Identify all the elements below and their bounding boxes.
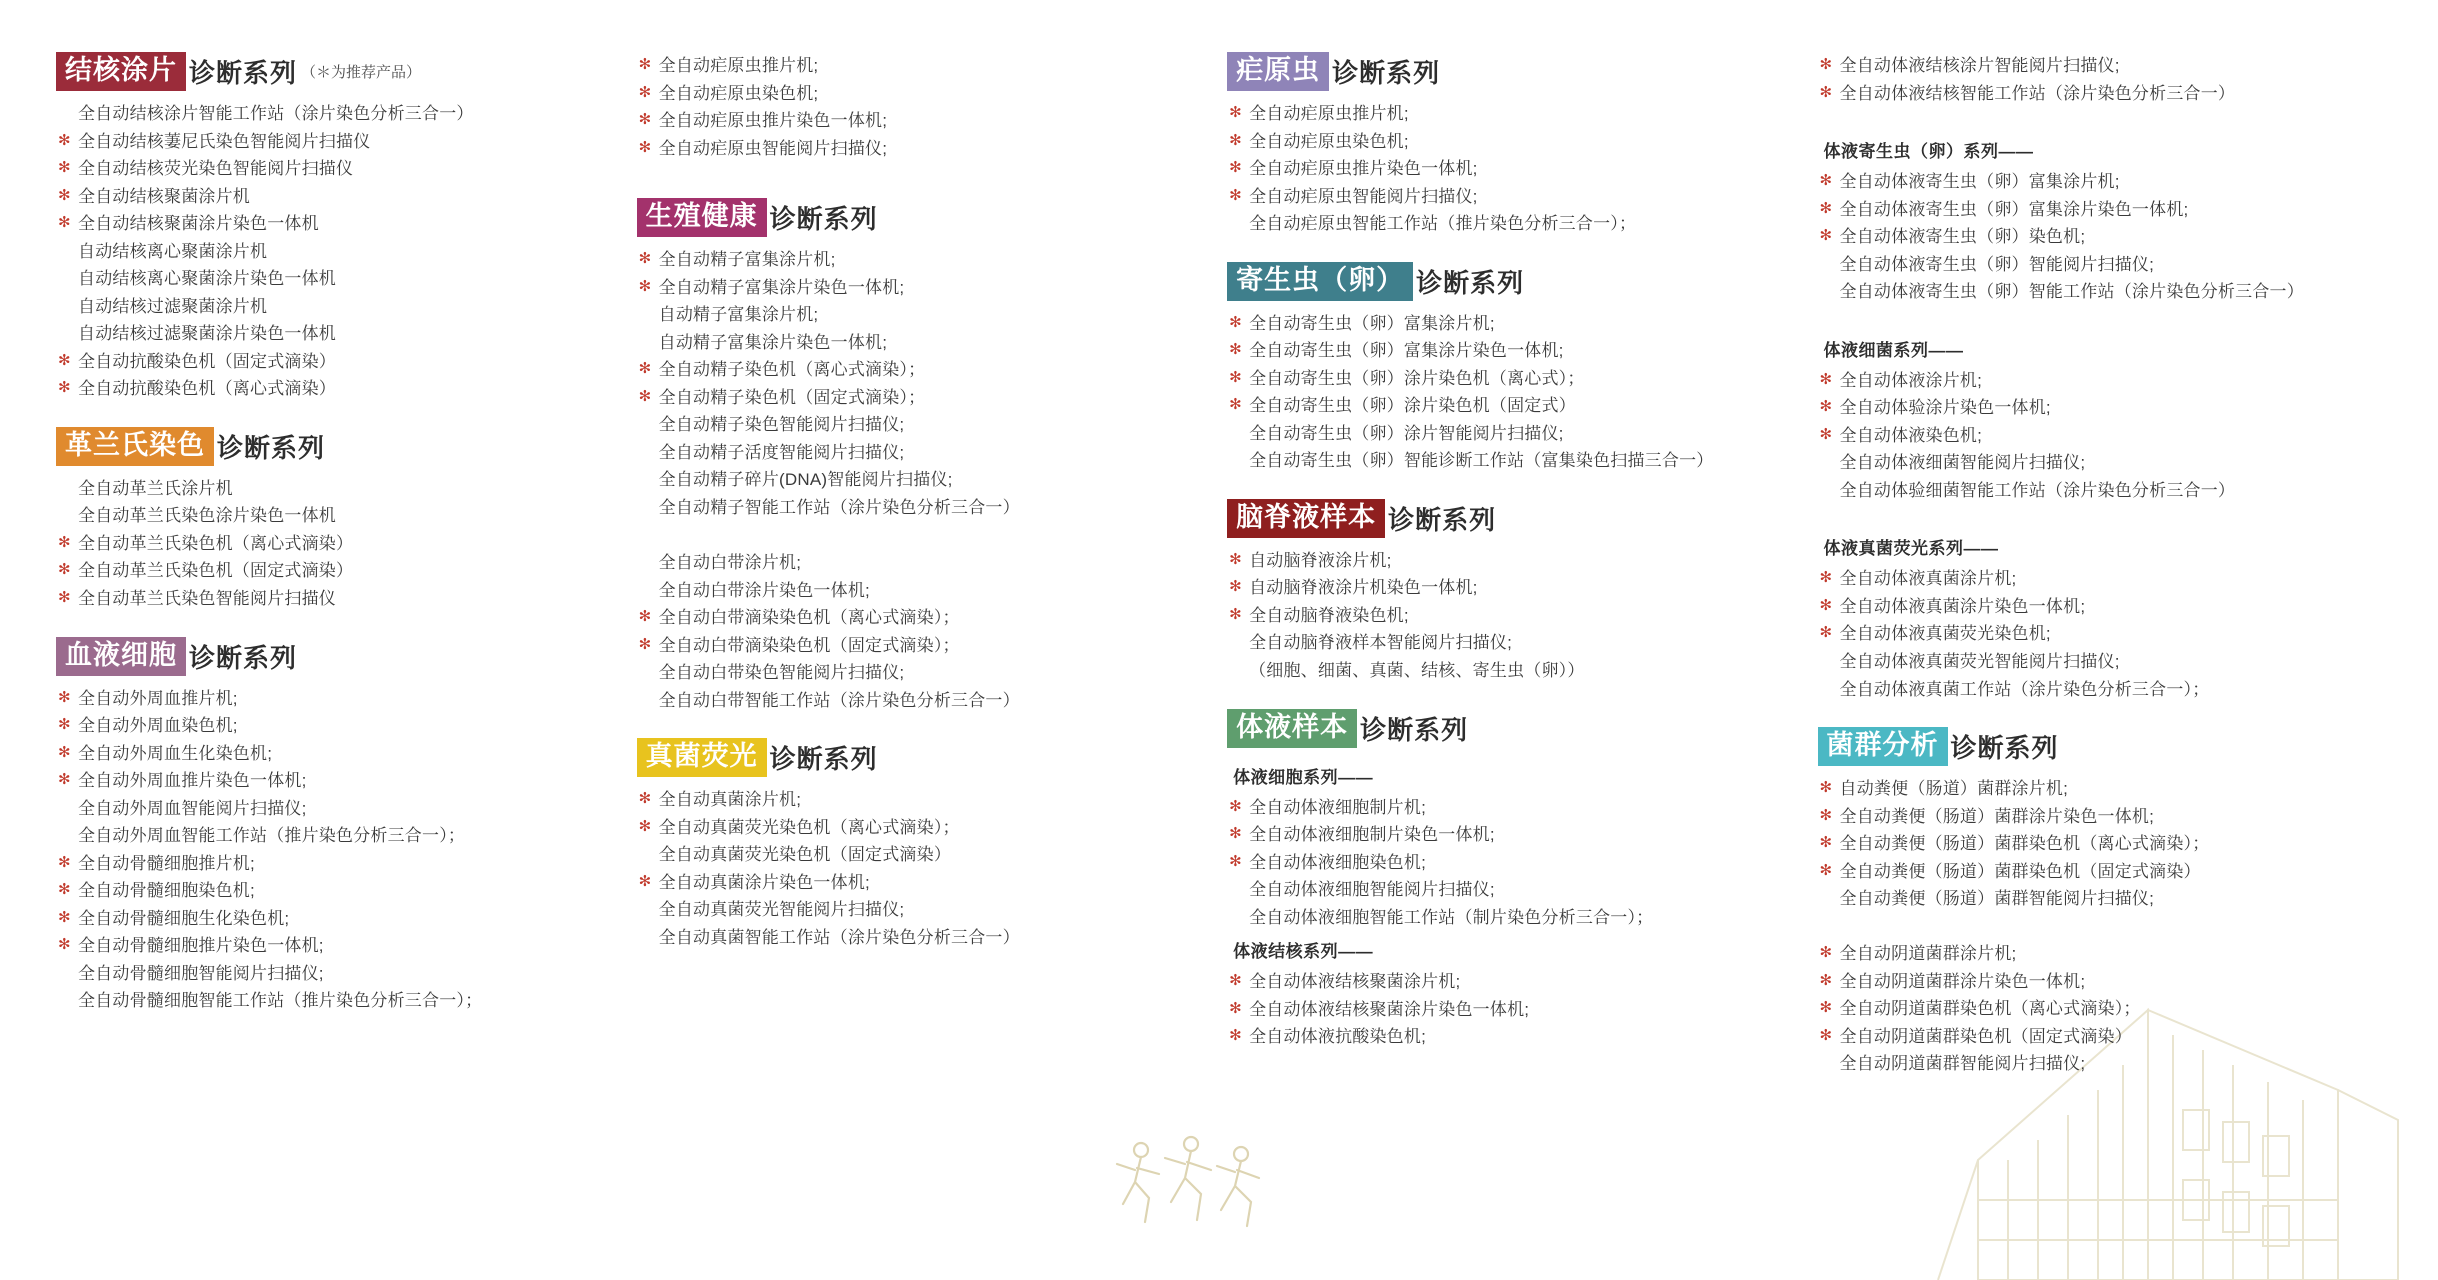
list-item: ✻ 全自动脑脊液染色机; [1227,602,1817,630]
column-4 [1818,52,2408,1280]
product-list [1227,794,1817,932]
group-tag: 结核涂片 [56,52,186,91]
group-note: （＊为推荐产品） [301,64,422,81]
list-item: 全自动体液细菌智能阅片扫描仪; [1839,453,2086,473]
group-bf-fungal [1818,534,2408,703]
list-item: ✻ 全自动体液寄生虫（卵）富集涂片机; [1818,168,2408,196]
group-tag: 真菌荧光 [637,738,767,777]
group-suffix: 诊断系列 [189,58,298,88]
group-suffix: 诊断系列 [769,204,878,235]
list-item: 全自动外周血智能阅片扫描仪; [78,798,307,818]
group-tag: 体液样本 [1227,709,1357,748]
group-heading [1227,499,1496,538]
list-item: ✻ 全自动真菌荧光染色机（离心式滴染）； [637,814,1227,842]
group-suffix: 诊断系列 [217,432,326,463]
group-flora-analysis [1818,727,2408,1078]
product-list [1818,775,2408,1078]
spacer [1227,248,1817,262]
list-item: ✻ 全自动骨髓细胞推片染色一体机; [56,932,637,960]
list-item: 全自动粪便（肠道）菌群智能阅片扫描仪; [1839,889,2155,909]
list-item: 全自动体液细胞智能工作站（制片染色分析三合一）； [1249,907,1654,927]
subgroup-title: 体液细胞系列—— [1233,767,1374,787]
column-2 [637,52,1227,1280]
group-heading [1818,727,2059,766]
list-item: ✻ 全自动寄生虫（卵）富集涂片染色一体机; [1227,337,1817,365]
list-item: 全自动精子碎片(DNA)智能阅片扫描仪; [658,470,953,490]
group-heading [56,52,421,91]
list-item: ✻ 全自动疟原虫推片机; [1227,100,1817,128]
list-item: 全自动精子活度智能阅片扫描仪; [658,442,905,462]
product-list [56,475,637,613]
group-tag: 革兰氏染色 [56,427,214,466]
subgroup-title: 体液结核系列—— [1233,942,1374,962]
list-item: 自动精子富集涂片机; [658,305,819,325]
group-suffix: 诊断系列 [769,744,878,775]
list-item: 全自动白带智能工作站（涂片染色分析三合一） [658,690,1020,710]
list-item: 全自动阴道菌群智能阅片扫描仪; [1839,1054,2086,1074]
spacer [1227,485,1817,499]
list-item: ✻ 全自动真菌涂片染色一体机; [637,869,1227,897]
list-item: ✻ 全自动体液真菌涂片染色一体机; [1818,593,2408,621]
product-list [1227,968,1817,1051]
list-item: ✻ 全自动体液细胞制片机; [1227,794,1817,822]
list-item: ✻ 全自动寄生虫（卵）富集涂片机; [1227,310,1817,338]
list-item: 全自动结核涂片智能工作站（涂片染色分析三合一） [78,104,474,123]
list-item: ✻ 全自动革兰氏染色机（固定式滴染） [56,557,637,585]
list-item: （细胞、细菌、真菌、结核、寄生虫（卵）） [1249,660,1585,680]
list-item: ✻ 自动脑脊液涂片机染色一体机; [1227,574,1817,602]
list-item: ✻ 全自动粪便（肠道）菌群染色机（离心式滴染）； [1818,830,2408,858]
list-item: ✻ 全自动白带滴染染色机（离心式滴染）； [637,604,1227,632]
group-tb-smear [56,52,637,403]
list-item: 全自动体液细胞智能阅片扫描仪; [1249,880,1495,900]
list-item: 全自动真菌荧光染色机（固定式滴染） [658,845,952,865]
list-item: 全自动白带染色智能阅片扫描仪; [658,663,905,683]
product-list [637,246,1227,714]
group-malaria-continued [637,52,1227,162]
list-item: 自动结核过滤聚菌涂片染色一体机 [78,324,336,344]
list-item: ✻ 全自动体液结核聚菌涂片机; [1227,968,1817,996]
group-heading [637,738,878,777]
list-item: ✻ 全自动精子富集涂片机; [637,246,1227,274]
list-item: ✻ 全自动体验涂片染色一体机; [1818,394,2408,422]
list-item: 全自动精子智能工作站（涂片染色分析三合一） [658,497,1020,517]
list-item: 全自动骨髓细胞智能阅片扫描仪; [78,963,324,983]
list-item: ✻ 全自动疟原虫推片染色一体机; [637,107,1227,135]
group-parasite-egg [1227,262,1817,475]
product-list [1818,565,2408,703]
group-heading [1227,709,1468,748]
list-item: 全自动白带涂片机; [658,552,802,572]
list-item: 全自动真菌智能工作站（涂片染色分析三合一） [658,927,1020,947]
list-item: ✻ 全自动革兰氏染色智能阅片扫描仪 [56,585,637,613]
group-suffix: 诊断系列 [1332,58,1441,88]
group-tag: 脑脊液样本 [1227,499,1385,538]
group-heading [56,427,325,466]
group-tag: 疟原虫 [1227,52,1329,91]
list-item: ✻ 全自动阴道菌群染色机（固定式滴染） [1818,1023,2408,1051]
group-tag: 菌群分析 [1818,727,1948,766]
group-suffix: 诊断系列 [1416,267,1525,298]
list-item: 全自动脑脊液样本智能阅片扫描仪; [1249,633,1513,653]
list-item: ✻ 全自动白带滴染染色机（固定式滴染）； [637,632,1227,660]
spacer [56,623,637,637]
list-item: ✻ 全自动阴道菌群涂片机; [1818,940,2408,968]
spacer [1818,713,2408,727]
list-item: ✻ 全自动体液真菌荧光染色机; [1818,620,2408,648]
group-body-fluid [1227,709,1817,1051]
list-item-blank [1818,913,2408,941]
list-item: ✻ 全自动体液寄生虫（卵）富集涂片染色一体机; [1818,196,2408,224]
list-item: 全自动外周血智能工作站（推片染色分析三合一）； [78,826,466,846]
list-item: ✻ 全自动体液细胞染色机; [1227,849,1817,877]
list-item: 全自动寄生虫（卵）智能诊断工作站（富集染色扫描三合一） [1249,451,1714,471]
product-list [1818,367,2408,505]
list-item: 全自动寄生虫（卵）涂片智能阅片扫描仪; [1249,423,1564,443]
product-list [56,100,637,403]
spacer [1818,316,2408,330]
list-item: ✻ 全自动粪便（肠道）菌群染色机（固定式滴染） [1818,858,2408,886]
list-item: ✻ 全自动精子染色机（固定式滴染）； [637,384,1227,412]
product-list [1818,168,2408,306]
subgroup-title: 体液寄生虫（卵）系列—— [1823,142,2034,162]
list-item: ✻ 全自动外周血推片染色一体机; [56,767,637,795]
subgroup-title: 体液细菌系列—— [1823,340,1964,360]
group-csf-sample [1227,499,1817,685]
group-heading [1227,52,1440,91]
list-item: ✻ 全自动抗酸染色机（固定式滴染） [56,348,637,376]
group-blood-cell [56,637,637,1015]
group-tag: 寄生虫（卵） [1227,262,1413,301]
list-item: ✻ 全自动抗酸染色机（离心式滴染） [56,375,637,403]
list-item: ✻ 全自动体液染色机; [1818,422,2408,450]
list-item: ✻ 全自动结核萋尼氏染色智能阅片扫描仪 [56,128,637,156]
list-item: 全自动白带涂片染色一体机; [658,580,870,600]
group-suffix: 诊断系列 [1360,714,1469,745]
list-item: ✻ 全自动精子染色机（离心式滴染）； [637,356,1227,384]
spacer [637,172,1227,198]
list-item: ✻ 全自动体液真菌涂片机; [1818,565,2408,593]
list-item: ✻ 全自动外周血推片机; [56,685,637,713]
list-item: ✻ 全自动体液结核涂片智能阅片扫描仪; [1818,52,2408,80]
spacer [1818,117,2408,131]
list-item: 全自动革兰氏染色涂片染色一体机 [78,506,336,526]
list-item: ✻ 全自动疟原虫推片机; [637,52,1227,80]
list-item: 全自动体验细菌智能工作站（涂片染色分析三合一） [1839,480,2236,500]
spacer [56,413,637,427]
list-item: ✻ 全自动体液涂片机; [1818,367,2408,395]
list-item: 全自动体液寄生虫（卵）智能工作站（涂片染色分析三合一） [1839,282,2304,302]
list-item: ✻ 自动脑脊液涂片机; [1227,547,1817,575]
list-item: ✻ 自动粪便（肠道）菌群涂片机; [1818,775,2408,803]
list-item: 自动结核离心聚菌涂片机 [78,241,268,261]
list-item: ✻ 全自动阴道菌群染色机（离心式滴染）； [1818,995,2408,1023]
product-list [1227,100,1817,238]
list-item: ✻ 全自动疟原虫推片染色一体机; [1227,155,1817,183]
subgroup-title: 体液真菌荧光系列—— [1823,539,1999,559]
list-item: 全自动骨髓细胞智能工作站（推片染色分析三合一）； [78,991,483,1011]
group-suffix: 诊断系列 [1388,504,1497,535]
list-item: ✻ 全自动外周血染色机; [56,712,637,740]
list-item: ✻ 全自动结核聚菌涂片机 [56,183,637,211]
group-heading [1227,262,1524,301]
list-item: ✻ 全自动骨髓细胞推片机; [56,850,637,878]
list-item: ✻ 全自动疟原虫染色机; [637,80,1227,108]
spacer [1227,695,1817,709]
product-list [56,685,637,1015]
list-item: ✻ 全自动外周血生化染色机; [56,740,637,768]
list-item: ✻ 全自动体液寄生虫（卵）染色机; [1818,223,2408,251]
list-item: 自动结核离心聚菌涂片染色一体机 [78,269,336,289]
list-item: ✻ 全自动体液结核聚菌涂片染色一体机; [1227,996,1817,1024]
list-item: ✻ 全自动疟原虫染色机; [1227,128,1817,156]
list-item: ✻ 全自动革兰氏染色机（离心式滴染） [56,530,637,558]
group-malaria [1227,52,1817,238]
spacer [637,724,1227,738]
group-tag: 生殖健康 [637,198,767,237]
list-item: ✻ 全自动精子富集涂片染色一体机; [637,274,1227,302]
list-item: 全自动体液真菌荧光智能阅片扫描仪; [1839,651,2120,671]
group-tag: 血液细胞 [56,637,186,676]
list-item: ✻ 全自动粪便（肠道）菌群涂片染色一体机; [1818,803,2408,831]
list-item: ✻ 全自动真菌涂片机; [637,786,1227,814]
group-gram [56,427,637,613]
list-item: 自动精子富集涂片染色一体机; [658,332,888,352]
group-body-fluid-tb-continued [1818,52,2408,107]
list-item: 自动结核过滤聚菌涂片机 [78,296,268,316]
list-item: ✻ 全自动骨髓细胞生化染色机; [56,905,637,933]
group-reproductive-health [637,198,1227,714]
list-item: ✻ 全自动体液细胞制片染色一体机; [1227,821,1817,849]
list-item: 全自动精子染色智能阅片扫描仪; [658,415,905,435]
list-item: ✻ 全自动阴道菌群涂片染色一体机; [1818,968,2408,996]
column-1 [56,52,637,1280]
list-item: ✻ 全自动寄生虫（卵）涂片染色机（离心式）； [1227,365,1817,393]
list-item: ✻ 全自动体液结核智能工作站（涂片染色分析三合一） [1818,80,2408,108]
product-list [1227,310,1817,475]
list-item: ✻ 全自动体液抗酸染色机; [1227,1023,1817,1051]
product-list [1818,52,2408,107]
group-fungal-fluorescence [637,738,1227,951]
list-item: ✻ 全自动结核荧光染色智能阅片扫描仪 [56,155,637,183]
list-item: 全自动体液真菌工作站（涂片染色分析三合一）； [1839,679,2210,699]
group-bf-parasite [1818,137,2408,306]
list-item: ✻ 全自动疟原虫智能阅片扫描仪; [1227,183,1817,211]
group-heading [56,637,297,676]
product-list [1227,547,1817,685]
group-suffix: 诊断系列 [1950,733,2059,764]
list-item: 全自动体液寄生虫（卵）智能阅片扫描仪; [1839,254,2155,274]
list-item: 全自动疟原虫智能工作站（推片染色分析三合一）； [1249,214,1637,234]
list-item: ✻ 全自动骨髓细胞染色机; [56,877,637,905]
group-heading [637,198,878,237]
group-suffix: 诊断系列 [189,642,298,673]
list-item-blank [637,521,1227,549]
spacer [1818,514,2408,528]
list-item: ✻ 全自动结核聚菌涂片染色一体机 [56,210,637,238]
list-item: ✻ 全自动寄生虫（卵）涂片染色机（固定式） [1227,392,1817,420]
list-item: 全自动革兰氏涂片机 [78,478,233,498]
group-bf-bacteria [1818,336,2408,505]
list-item: 全自动真菌荧光智能阅片扫描仪; [658,900,905,920]
product-list [637,52,1227,162]
product-list [637,786,1227,951]
column-3 [1227,52,1817,1280]
list-item: ✻ 全自动疟原虫智能阅片扫描仪; [637,135,1227,163]
